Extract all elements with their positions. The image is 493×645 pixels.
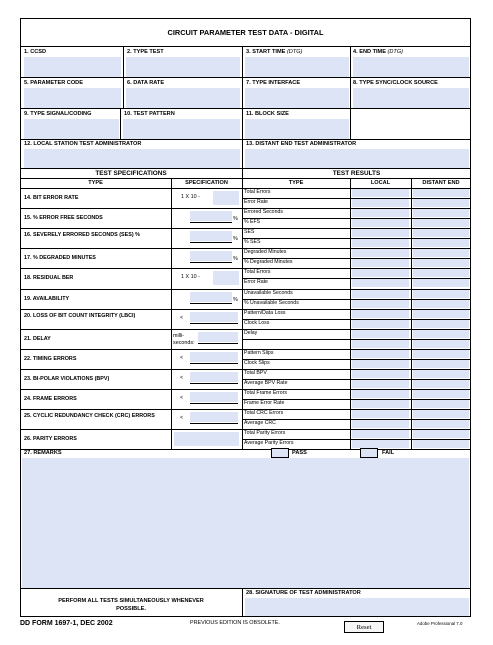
- test-type-label: 24. FRAME ERRORS: [24, 396, 77, 403]
- spec-value-field[interactable]: [190, 251, 232, 261]
- divider: [120, 108, 121, 140]
- result-distant-field[interactable]: [413, 440, 469, 448]
- result-type-label: Average Parity Errors: [244, 440, 294, 447]
- result-distant-field[interactable]: [413, 219, 469, 227]
- spec-less-than: <: [180, 395, 184, 402]
- result-local-field[interactable]: [352, 390, 409, 398]
- spec-col: SPECIFICATION: [185, 180, 228, 186]
- end-time-label: 4. END TIME (DTG): [353, 49, 404, 55]
- spec-exponent-field[interactable]: [213, 271, 239, 285]
- result-distant-field[interactable]: [413, 300, 469, 308]
- spec-underline: [190, 403, 238, 404]
- result-local-field[interactable]: [352, 290, 409, 298]
- spec-less-than: <: [180, 374, 184, 381]
- pass-label: PASS: [292, 450, 307, 456]
- pass-checkbox[interactable]: [271, 448, 289, 458]
- result-type-label: % EFS: [244, 219, 261, 226]
- fail-label: FAIL: [382, 450, 395, 456]
- type-sync-label: 8. TYPE SYNC/CLOCK SOURCE: [353, 80, 438, 86]
- spec-less-than: <: [180, 354, 184, 361]
- result-local-field[interactable]: [352, 430, 409, 438]
- result-distant-field[interactable]: [413, 380, 469, 388]
- form-number: DD FORM 1697-1, DEC 2002: [20, 620, 113, 627]
- result-type-label: Total Frame Errors: [244, 390, 287, 396]
- spec-type-col: TYPE: [88, 180, 103, 186]
- spec-underline: [190, 242, 232, 243]
- divider: [242, 168, 243, 449]
- spec-underline: [190, 383, 238, 384]
- result-distant-field[interactable]: [413, 390, 469, 398]
- result-type-label: Clock Slips: [244, 359, 270, 366]
- reset-button[interactable]: Reset: [344, 621, 384, 633]
- result-local-field[interactable]: [352, 320, 409, 328]
- parameter-code-label: 5. PARAMETER CODE: [24, 80, 83, 86]
- result-distant-field[interactable]: [413, 410, 469, 418]
- test-type-label: 18. RESIDUAL BER: [24, 275, 74, 282]
- result-local-field[interactable]: [352, 259, 409, 267]
- result-type-label: Unavailable Seconds: [244, 289, 293, 296]
- result-type-label: Total Parity Errors: [244, 430, 286, 437]
- result-type-label: Error Rate: [244, 199, 268, 205]
- spec-value-field[interactable]: [190, 231, 232, 241]
- start-time-field[interactable]: [245, 57, 349, 77]
- spec-exponent-text: 1 X 10 -: [181, 194, 200, 201]
- spec-value-field[interactable]: [190, 412, 238, 422]
- result-type-label: Degraded Minutes: [244, 249, 287, 256]
- spec-value-field[interactable]: [190, 292, 232, 302]
- spec-value-field[interactable]: [190, 312, 238, 322]
- spec-ms-label: milli-seconds:: [173, 332, 195, 346]
- result-type-label: Total CRC Errors: [244, 410, 284, 417]
- result-distant-field[interactable]: [413, 360, 469, 368]
- divider: [20, 449, 471, 450]
- result-type-label: Errored Seconds: [244, 209, 283, 216]
- parameter-code-field[interactable]: [24, 88, 121, 108]
- result-distant-field[interactable]: [413, 249, 469, 257]
- spec-value-field[interactable]: [198, 332, 238, 342]
- start-time-hint: (DTG): [286, 49, 303, 55]
- end-time-hint: (DTG): [387, 49, 404, 55]
- result-distant-field[interactable]: [413, 340, 469, 348]
- result-local-field[interactable]: [352, 310, 409, 318]
- spec-underline: [190, 323, 238, 324]
- block-size-label: 11. BLOCK SIZE: [246, 111, 289, 117]
- result-local-field[interactable]: [352, 350, 409, 358]
- result-local-field[interactable]: [352, 209, 409, 217]
- result-local-field[interactable]: [352, 400, 409, 408]
- spec-value-field[interactable]: [190, 352, 238, 362]
- result-type-label: % Degraded Minutes: [244, 259, 293, 266]
- test-type-label: 23. BI-POLAR VIOLATIONS (BPV): [24, 375, 110, 382]
- spec-percent: %: [233, 216, 238, 223]
- result-local-field[interactable]: [352, 410, 409, 418]
- result-distant-field[interactable]: [413, 189, 469, 197]
- result-distant-field[interactable]: [413, 400, 469, 408]
- result-local-field[interactable]: [352, 330, 409, 338]
- result-local-field[interactable]: [352, 279, 409, 287]
- spec-less-than: <: [180, 415, 184, 422]
- divider: [411, 178, 412, 449]
- signature-label: 28. SIGNATURE OF TEST ADMINISTRATOR: [246, 590, 361, 596]
- divider: [242, 139, 243, 169]
- type-test-label: 2. TYPE TEST: [127, 49, 164, 55]
- result-type-label: Average CRC: [244, 420, 276, 427]
- distant-admin-label: 13. DISTANT END TEST ADMINISTRATOR: [246, 141, 357, 147]
- local-admin-label: 12. LOCAL STATION TEST ADMINISTRATOR: [24, 141, 142, 147]
- divider: [171, 178, 172, 449]
- type-signal-label: 9. TYPE SIGNAL/CODING: [24, 111, 92, 117]
- result-distant-col: DISTANT END: [422, 180, 460, 186]
- local-admin-field[interactable]: [24, 149, 240, 168]
- result-local-field[interactable]: [352, 300, 409, 308]
- divider: [20, 178, 471, 179]
- result-local-field[interactable]: [352, 380, 409, 388]
- previous-edition: PREVIOUS EDITION IS OBSOLETE.: [190, 620, 280, 626]
- remarks-field[interactable]: [22, 458, 469, 588]
- spec-percent: %: [233, 256, 238, 263]
- test-type-label: 21. DELAY: [24, 335, 51, 342]
- form-title: CIRCUIT PARAMETER TEST DATA - DIGITAL: [167, 28, 324, 37]
- result-distant-field[interactable]: [413, 350, 469, 358]
- divider: [20, 168, 471, 169]
- spec-underline: [198, 343, 238, 344]
- divider: [20, 139, 471, 140]
- result-distant-field[interactable]: [413, 310, 469, 318]
- test-type-label: 25. CYCLIC REDUNDANCY CHECK (CRC) ERRORS: [24, 413, 155, 420]
- spec-less-than: <: [180, 314, 184, 321]
- test-type-label: 20. LOSS OF BIT COUNT INTEGRITY (LBCI): [24, 312, 136, 319]
- result-local-field[interactable]: [352, 199, 409, 207]
- divider: [242, 46, 243, 140]
- divider: [350, 46, 351, 140]
- spec-value-field[interactable]: [190, 392, 238, 402]
- result-local-field[interactable]: [352, 360, 409, 368]
- result-local-field[interactable]: [352, 189, 409, 197]
- spec-underline: [190, 262, 232, 263]
- test-type-label: 15. % ERROR FREE SECONDS: [24, 215, 103, 222]
- distant-admin-field[interactable]: [245, 149, 469, 168]
- divider: [350, 178, 351, 449]
- result-distant-field[interactable]: [413, 279, 469, 287]
- data-rate-field[interactable]: [126, 88, 240, 108]
- specs-header: TEST SPECIFICATIONS: [95, 170, 167, 177]
- spec-exponent-text: 1 X 10 -: [181, 274, 200, 281]
- result-type-label: Total Errors: [244, 269, 271, 276]
- result-type-label: Pattern/Data Loss: [244, 309, 286, 316]
- block-size-field[interactable]: [245, 119, 349, 139]
- result-local-col: LOCAL: [370, 180, 391, 186]
- result-local-field[interactable]: [352, 420, 409, 428]
- result-local-field[interactable]: [352, 370, 409, 378]
- start-time-label: 3. START TIME (DTG): [246, 49, 303, 55]
- ccsd-label: 1. CCSD: [24, 49, 47, 55]
- result-distant-field[interactable]: [413, 199, 469, 207]
- spec-value-field[interactable]: [190, 211, 232, 221]
- result-distant-field[interactable]: [413, 290, 469, 298]
- result-type-label: SES: [244, 229, 255, 236]
- result-local-field[interactable]: [352, 269, 409, 277]
- result-type-label: Delay: [244, 329, 258, 336]
- result-distant-field[interactable]: [413, 330, 469, 338]
- result-type-label: % Unavailable Seconds: [244, 299, 299, 306]
- result-type-label: Total Errors: [244, 189, 271, 195]
- result-local-field[interactable]: [352, 219, 409, 227]
- spec-exponent-field[interactable]: [213, 191, 239, 205]
- result-local-field[interactable]: [352, 229, 409, 237]
- type-signal-field[interactable]: [24, 119, 119, 139]
- result-type-label: Average BPV Rate: [244, 379, 288, 386]
- test-pattern-label: 10. TEST PATTERN: [124, 111, 175, 117]
- result-type-label: Total BPV: [244, 369, 267, 376]
- result-local-field[interactable]: [352, 340, 409, 348]
- remarks-label: 27. REMARKS: [24, 450, 62, 456]
- result-type-label: Clock Loss: [244, 319, 270, 326]
- spec-percent: %: [233, 296, 238, 303]
- result-distant-field[interactable]: [413, 320, 469, 328]
- test-type-label: 17. % DEGRADED MINUTES: [24, 255, 96, 262]
- signature-field[interactable]: [245, 598, 469, 616]
- note-text: PERFORM ALL TESTS SIMULTANEOUSLY WHENEVER POSSIBLE.: [58, 598, 204, 613]
- result-type-label: % SES: [244, 239, 261, 246]
- result-distant-field[interactable]: [413, 269, 469, 277]
- end-time-field[interactable]: [353, 57, 469, 77]
- spec-underline: [190, 363, 238, 364]
- ccsd-field[interactable]: [24, 57, 121, 77]
- divider: [123, 77, 124, 108]
- result-distant-field[interactable]: [413, 259, 469, 267]
- result-distant-field[interactable]: [413, 209, 469, 217]
- result-type-label: Frame Error Rate: [244, 400, 285, 406]
- test-type-label: 14. BIT ERROR RATE: [24, 195, 79, 202]
- type-test-field[interactable]: [126, 57, 240, 77]
- test-type-label: 26. PARITY ERRORS: [24, 436, 77, 443]
- spec-value-field[interactable]: [174, 432, 239, 446]
- spec-underline: [190, 303, 232, 304]
- divider: [20, 108, 471, 109]
- result-distant-field[interactable]: [413, 370, 469, 378]
- test-pattern-field[interactable]: [123, 119, 240, 139]
- test-type-label: 16. SEVERELY ERRORED SECONDS (SES) %: [24, 232, 140, 239]
- result-local-field[interactable]: [352, 239, 409, 247]
- divider: [123, 46, 124, 78]
- result-type-label: Error Rate: [244, 279, 268, 286]
- spec-underline: [190, 222, 232, 223]
- result-local-field[interactable]: [352, 249, 409, 257]
- result-type-col: TYPE: [288, 180, 304, 186]
- software-version: Adobe Professional 7.0: [417, 621, 463, 626]
- divider: [20, 588, 471, 589]
- spec-percent: %: [233, 236, 238, 243]
- divider: [20, 46, 471, 47]
- test-type-label: 22. TIMING ERRORS: [24, 355, 77, 362]
- result-distant-field[interactable]: [413, 239, 469, 247]
- type-interface-field[interactable]: [245, 88, 349, 108]
- type-interface-label: 7. TYPE INTERFACE: [246, 80, 301, 86]
- data-rate-label: 6. DATA RATE: [127, 80, 165, 86]
- result-distant-field[interactable]: [413, 420, 469, 428]
- divider: [20, 77, 471, 78]
- result-distant-field[interactable]: [413, 229, 469, 237]
- type-sync-field[interactable]: [353, 88, 469, 108]
- divider: [242, 588, 243, 617]
- spec-value-field[interactable]: [190, 372, 238, 382]
- result-type-label: Pattern Slips: [244, 349, 274, 356]
- fail-checkbox[interactable]: [360, 448, 378, 458]
- test-type-label: 19. AVAILABILITY: [24, 295, 70, 302]
- result-distant-field[interactable]: [413, 430, 469, 438]
- results-header: TEST RESULTS: [332, 170, 381, 177]
- spec-underline: [190, 423, 238, 424]
